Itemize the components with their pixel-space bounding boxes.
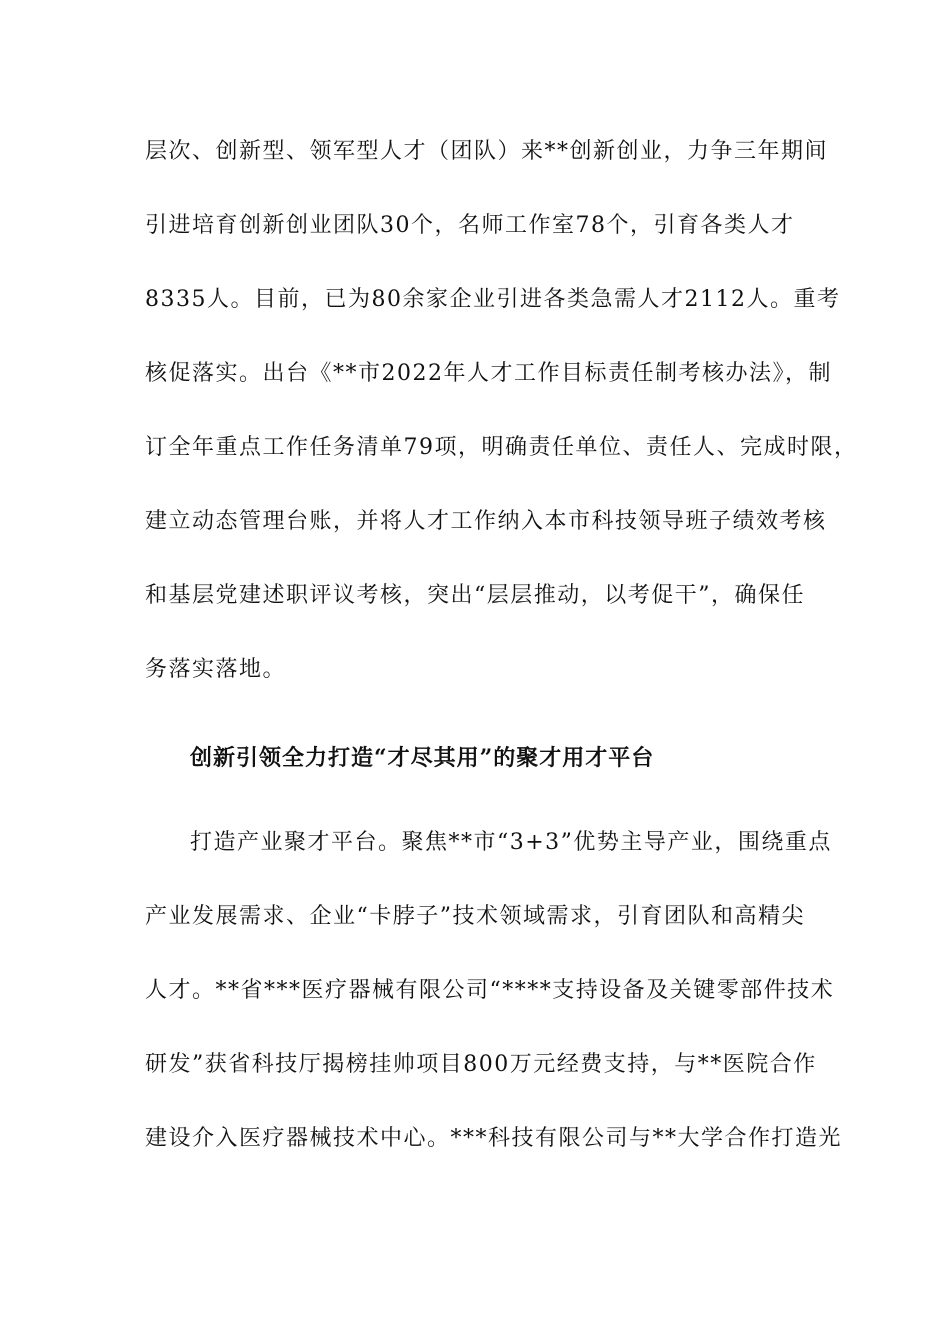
text-line: 打造产业聚才平台。聚焦**市“3+3”优势主导产业，围绕重点 <box>190 830 832 855</box>
text-line: 人才。**省***医疗器械有限公司“****支持设备及关键零部件技术 <box>145 978 835 1003</box>
section-heading: 创新引领全力打造“才尽其用”的聚才用才平台 <box>190 745 655 771</box>
text-line: 核促落实。出台《**市2022年人才工作目标责任制考核办法》，制 <box>145 361 832 386</box>
text-line: 建设介入医疗器械技术中心。***科技有限公司与**大学合作打造光 <box>145 1126 843 1151</box>
text-line: 8335人。目前，已为80余家企业引进各类急需人才2112人。重考 <box>145 287 841 312</box>
text-line: 研发”获省科技厅揭榜挂帅项目800万元经费支持，与**医院合作 <box>145 1052 817 1077</box>
text-line: 层次、创新型、领军型人才（团队）来**创新创业，力争三年期间 <box>145 139 829 164</box>
text-line: 产业发展需求、企业“卡脖子”技术领域需求，引育团队和高精尖 <box>145 904 805 929</box>
text-line: 务落实落地。 <box>145 657 287 682</box>
text-line: 订全年重点工作任务清单79项，明确责任单位、责任人、完成时限， <box>145 435 858 460</box>
text-line: 和基层党建述职评议考核，突出“层层推动，以考促干”，确保任 <box>145 583 805 608</box>
text-line: 建立动态管理台账，并将人才工作纳入本市科技领导班子绩效考核 <box>145 509 827 534</box>
text-line: 引进培育创新创业团队30个，名师工作室78个，引育各类人才 <box>145 213 795 238</box>
